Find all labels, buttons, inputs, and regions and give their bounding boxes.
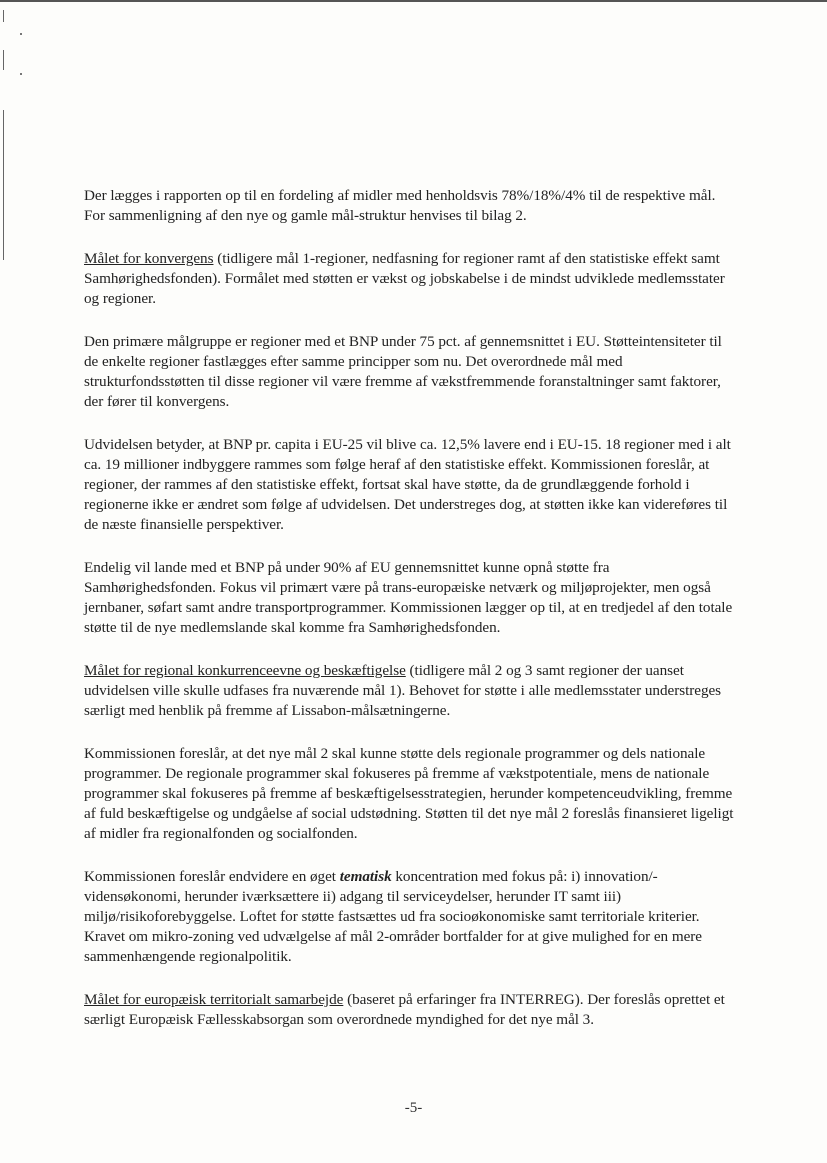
paragraph-thematic — [84, 867, 738, 967]
left-scan-edge — [3, 10, 4, 22]
paragraph-text: Kommissionen foreslår endvidere en øget — [84, 868, 340, 885]
paragraph-text: (baseret på erfaringer fra INTERREG). Der foreslås oprettet et særligt Europæisk Fællesskabsorgan som overordnede myndighed for det nye mål 3. — [84, 991, 725, 1028]
paragraph-competitiveness — [84, 661, 738, 721]
left-scan-edge — [3, 50, 4, 70]
section-heading-convergence: Målet for konvergens — [84, 250, 214, 267]
top-scan-edge — [0, 0, 827, 2]
paragraph-text: (tidligere mål 1-regioner, nedfasning for regioner ramt af den statistiske effekt samt Samhørighedsfonden). Formålet med støtten er vækst og jobskabelse i de mindst udviklede medlemsstater og regioner. — [84, 250, 725, 307]
paragraph-enlargement — [84, 435, 738, 535]
paragraph-text: Kommissionen foreslår, at det nye mål 2 skal kunne støtte dels regionale programmer og dels nationale programmer. De regionale programmer skal fokuseres på fremme af vækstpotentiale, mens de nationale programmer skal fokuseres på fremme af beskæftigelsesstrategien, herunder kompetenceudvikling, fremme af fuld beskæftigelse og undgåelse af social udstødning. Støtten til det nye mål 2 foreslås finansieret ligeligt af midler fra regionalfonden og socialfonden. — [84, 745, 734, 842]
paragraph-text: koncentration med fokus på: i) innovation/-vidensøkonomi, herunder iværksættere ii) adgang til serviceydelser, herunder IT samt iii) miljø/risikoforebyggelse. Loftet for støtte fastsættes ud fra socioøkonomiske samt territoriale kriterier. Kravet om mikro-zoning ved udvælgelse af mål 2-områder bortfalder for at give mulighed for en mere sammenhængende regionalpolitik. — [84, 868, 702, 965]
scan-speck — [20, 73, 22, 75]
section-heading-territorial: Målet for europæisk territorialt samarbejde — [84, 991, 344, 1008]
paragraph-territorial — [84, 990, 738, 1030]
paragraph-allocation — [84, 186, 738, 226]
paragraph-text: Der lægges i rapporten op til en fordeling af midler med henholdsvis 78%/18%/4% til de respektive mål. For sammenligning af den nye og gamle mål-struktur henvises til bilag 2. — [84, 187, 716, 224]
section-heading-competitiveness: Målet for regional konkurrenceevne og beskæftigelse — [84, 662, 406, 679]
scan-speck — [20, 33, 22, 35]
document-body — [84, 186, 738, 1053]
left-scan-edge — [3, 110, 4, 260]
paragraph-convergence — [84, 249, 738, 309]
paragraph-text: (tidligere mål 2 og 3 samt regioner der uanset udvidelsen ville skulle udfases fra nuværende mål 1). Behovet for støtte i alle medlemsstater understreges særligt med henblik på fremme af Lissabon-målsætningerne. — [84, 662, 722, 719]
page-number: -5- — [404, 1100, 423, 1116]
paragraph-text: Den primære målgruppe er regioner med et BNP under 75 pct. af gennemsnittet i EU. Støtteintensiteter til de enkelte regioner fastlægges efter samme principper som nu. Det overordnede mål med strukturfondsstøtten til disse regioner vil være fremme af vækstfremmende foranstaltninger samt faktorer, der fører til konvergens. — [84, 333, 722, 410]
paragraph-target-group — [84, 332, 738, 412]
paragraph-cohesion-fund — [84, 558, 738, 638]
paragraph-programmes — [84, 744, 738, 844]
emphasis-word: tematisk — [339, 868, 392, 885]
paragraph-text: Udvidelsen betyder, at BNP pr. capita i EU-25 vil blive ca. 12,5% lavere end i EU-15. 18 regioner med i alt ca. 19 millioner indbyggere rammes som følge heraf af den statistiske effekt. Kommissionen foreslår, at regioner, der rammes af den statistiske effekt, fortsat skal have støtte, da de grundlæggende forhold i regionerne ikke er ændret som følge af udvidelsen. Det understreges dog, at støtten ikke kan videreføres til de næste finansielle perspektiver. — [84, 436, 731, 533]
paragraph-text: Endelig vil lande med et BNP på under 90% af EU gennemsnittet kunne opnå støtte fra Samhørighedsfonden. Fokus vil primært være på trans-europæiske netværk og miljøprojekter, men også jernbaner, søfart samt andre transportprogrammer. Kommissionen lægger op til, at en tredjedel af den totale støtte til de nye medlemslande skal komme fra Samhørighedsfonden. — [84, 559, 733, 636]
